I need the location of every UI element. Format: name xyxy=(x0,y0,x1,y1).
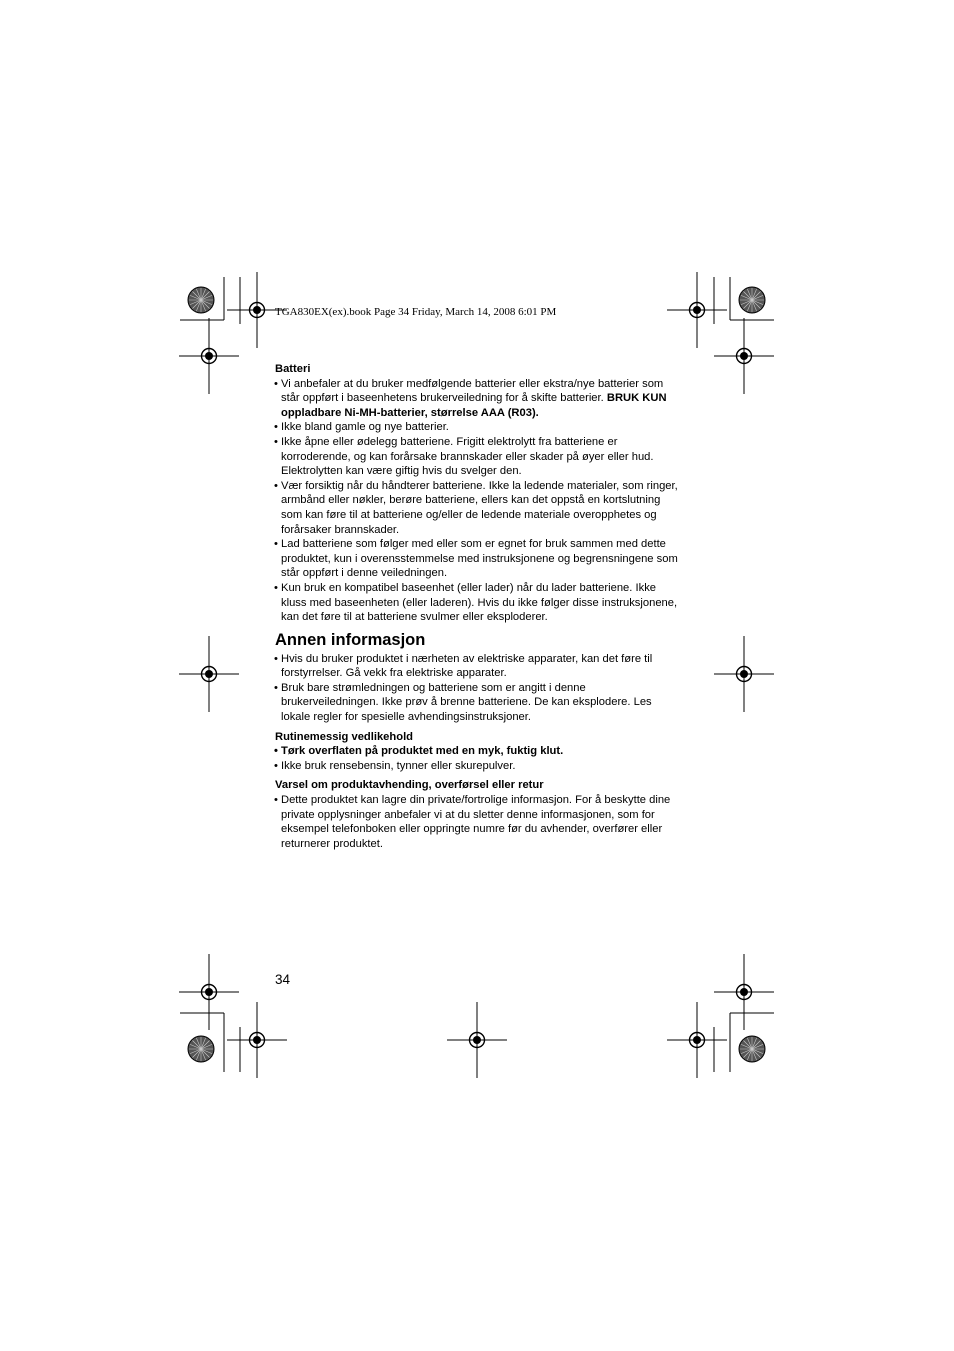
page-number: 34 xyxy=(275,972,291,987)
varsel-list xyxy=(275,793,683,851)
list-item: • Kun bruk en kompatibel baseenhet (eller lader) når du lader batteriene. Ikke kluss med baseenheten (eller laderen). Hvis du ikke følger disse instruksjonene, kan det føre til at batteriene svulmer eller eksploderer. xyxy=(275,581,683,625)
list-item: • Hvis du bruker produktet i nærheten av elektriske apparater, kan det føre til forstyrrelser. Gå vekk fra elektriske apparater. xyxy=(275,652,683,681)
list-item: • Ikke bland gamle og nye batterier. xyxy=(275,420,683,435)
list-item: • Tørk overflaten på produktet med en myk, fuktig klut. xyxy=(275,744,683,759)
section-heading-rutine: Rutinemessig vedlikehold xyxy=(275,730,414,743)
rutine-list xyxy=(275,744,683,773)
batteri-list xyxy=(275,377,683,625)
book-header: TGA830EX(ex).book Page 34 Friday, March 14, 2008 6:01 PM xyxy=(275,306,557,318)
list-item: • Lad batteriene som følger med eller som er egnet for bruk sammen med dette produktet, kun i overensstemmelse med instruksjonene og begrensningene som står oppført i denne veiledningen. xyxy=(275,537,683,581)
section-heading-batteri: Batteri xyxy=(275,363,311,375)
list-item: • Vær forsiktig når du håndterer batteriene. Ikke la ledende materialer, som ringer, armbånd eller nøkler, berøre batteriene, ellers kan det oppstå en kortslutning som kan føre til at batteriene og/eller de ledende materiale overopphetes og forårsaker brannskader. xyxy=(275,479,683,537)
annen-list xyxy=(275,652,683,725)
section-heading-annen: Annen informasjon xyxy=(275,630,426,649)
list-item: • Vi anbefaler at du bruker medfølgende batterier eller ekstra/nye batterier som står oppført i baseenhetens brukerveiledning for å skifte batterier. BRUK KUN oppladbare Ni-MH-batterier, størrelse AAA (R03). xyxy=(275,377,683,421)
page-content xyxy=(275,362,683,851)
section-heading-varsel: Varsel om produktavhending, overførsel eller retur xyxy=(275,779,544,792)
list-item: • Bruk bare strømledningen og batteriene som er angitt i denne brukerveiledningen. Ikke prøv å brenne batteriene. De kan eksplodere. Les lokale regler for spesielle avhendingsinstruksjoner. xyxy=(275,681,683,725)
list-item: • Dette produktet kan lagre din private/fortrolige informasjon. For å beskytte dine private opplysninger anbefaler vi at du sletter denne informasjonen, som for eksempel telefonboken eller oppringte numre før du avhender, overfører eller returnerer produktet. xyxy=(275,793,683,851)
list-item: • Ikke bruk rensebensin, tynner eller skurepulver. xyxy=(275,759,683,774)
list-item: • Ikke åpne eller ødelegg batteriene. Frigitt elektrolytt fra batteriene er korroderende, og kan forårsake brannskader eller skader på øyer eller hud. Elektrolytten kan være giftig hvis du svelger den. xyxy=(275,435,683,479)
